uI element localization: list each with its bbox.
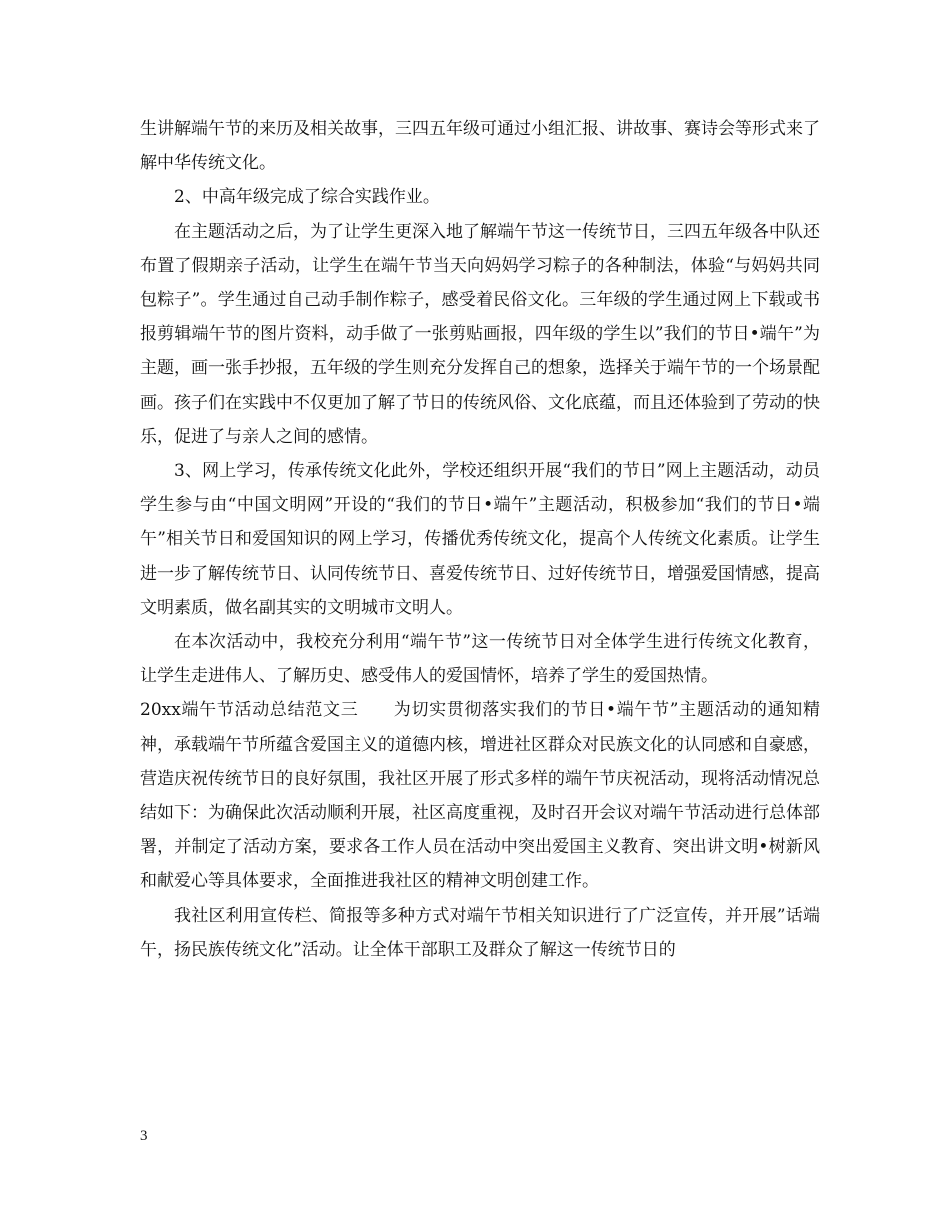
paragraph: 我社区利用宣传栏、简报等多种方式对端午节相关知识进行了广泛宣传，并开展”话端午，扬民族传统文化”活动。让全体干部职工及群众了解这一传统节日的: [140, 905, 820, 960]
paragraph: 2、中高年级完成了综合实践作业。: [174, 187, 440, 208]
paragraph: 生讲解端午节的来历及相关故事，三四五年级可通过小组汇报、讲故事、赛诗会等形式来了解中华传统文化。: [140, 119, 820, 174]
paragraph: 在主题活动之后，为了让学生更深入地了解端午节这一传统节日，三四五年级各中队还布置了假期亲子活动，让学生在端午节当天向妈妈学习粽子的各种制法，体验“与妈妈共同包粽子”。学生通过自己动手制作粽子，感受着民俗文化。三年级的学生通过网上下载或书报剪辑端午节的图片资料，动手做了一张剪贴画报，四年级的学生以”我们的节日•端午”为主题，画一张手抄报，五年级的学生则充分发挥自己的想象，选择关于端午节的一个场景配画。孩子们在实践中不仅更加了解了节日的传统风俗、文化底蕴，而且还体验到了劳动的快乐，促进了与亲人之间的感情。: [140, 221, 820, 447]
paragraph: 在本次活动中，我校充分利用“端午节”这一传统节日对全体学生进行传统文化教育，让学生走进伟人、了解历史、感受伟人的爱国情怀，培养了学生的爱国热情。: [140, 632, 820, 687]
body-text: [140, 112, 820, 967]
paragraph: 3、网上学习，传承传统文化此外，学校还组织开展“我们的节日”网上主题活动，动员学生参与由“中国文明网”开设的“我们的节日•端午”主题活动，积极参加“我们的节日•端午”相关节日和爱国知识的网上学习，传播优秀传统文化，提高个人传统文化素质。让学生进一步了解传统节日、认同传统节日、喜爱传统节日、过好传统节日，增强爱国情感，提高文明素质，做名副其实的文明城市文明人。: [140, 461, 820, 618]
paragraph: 20xx端午节活动总结范文三 为切实贯彻落实我们的节日•端午节”主题活动的通知精神，承载端午节所蕴含爱国主义的道德内核，增进社区群众对民族文化的认同感和自豪感，营造庆祝传统节日的良好氛围，我社区开展了形式多样的端午节庆祝活动，现将活动情况总结如下：为确保此次活动顺利开展，社区高度重视，及时召开会议对端午节活动进行总体部署，并制定了活动方案，要求各工作人员在活动中突出爱国主义教育、突出讲文明•树新风和献爱心等具体要求，全面推进我社区的精神文明创建工作。: [140, 700, 820, 892]
page-number: 3: [140, 1128, 148, 1144]
